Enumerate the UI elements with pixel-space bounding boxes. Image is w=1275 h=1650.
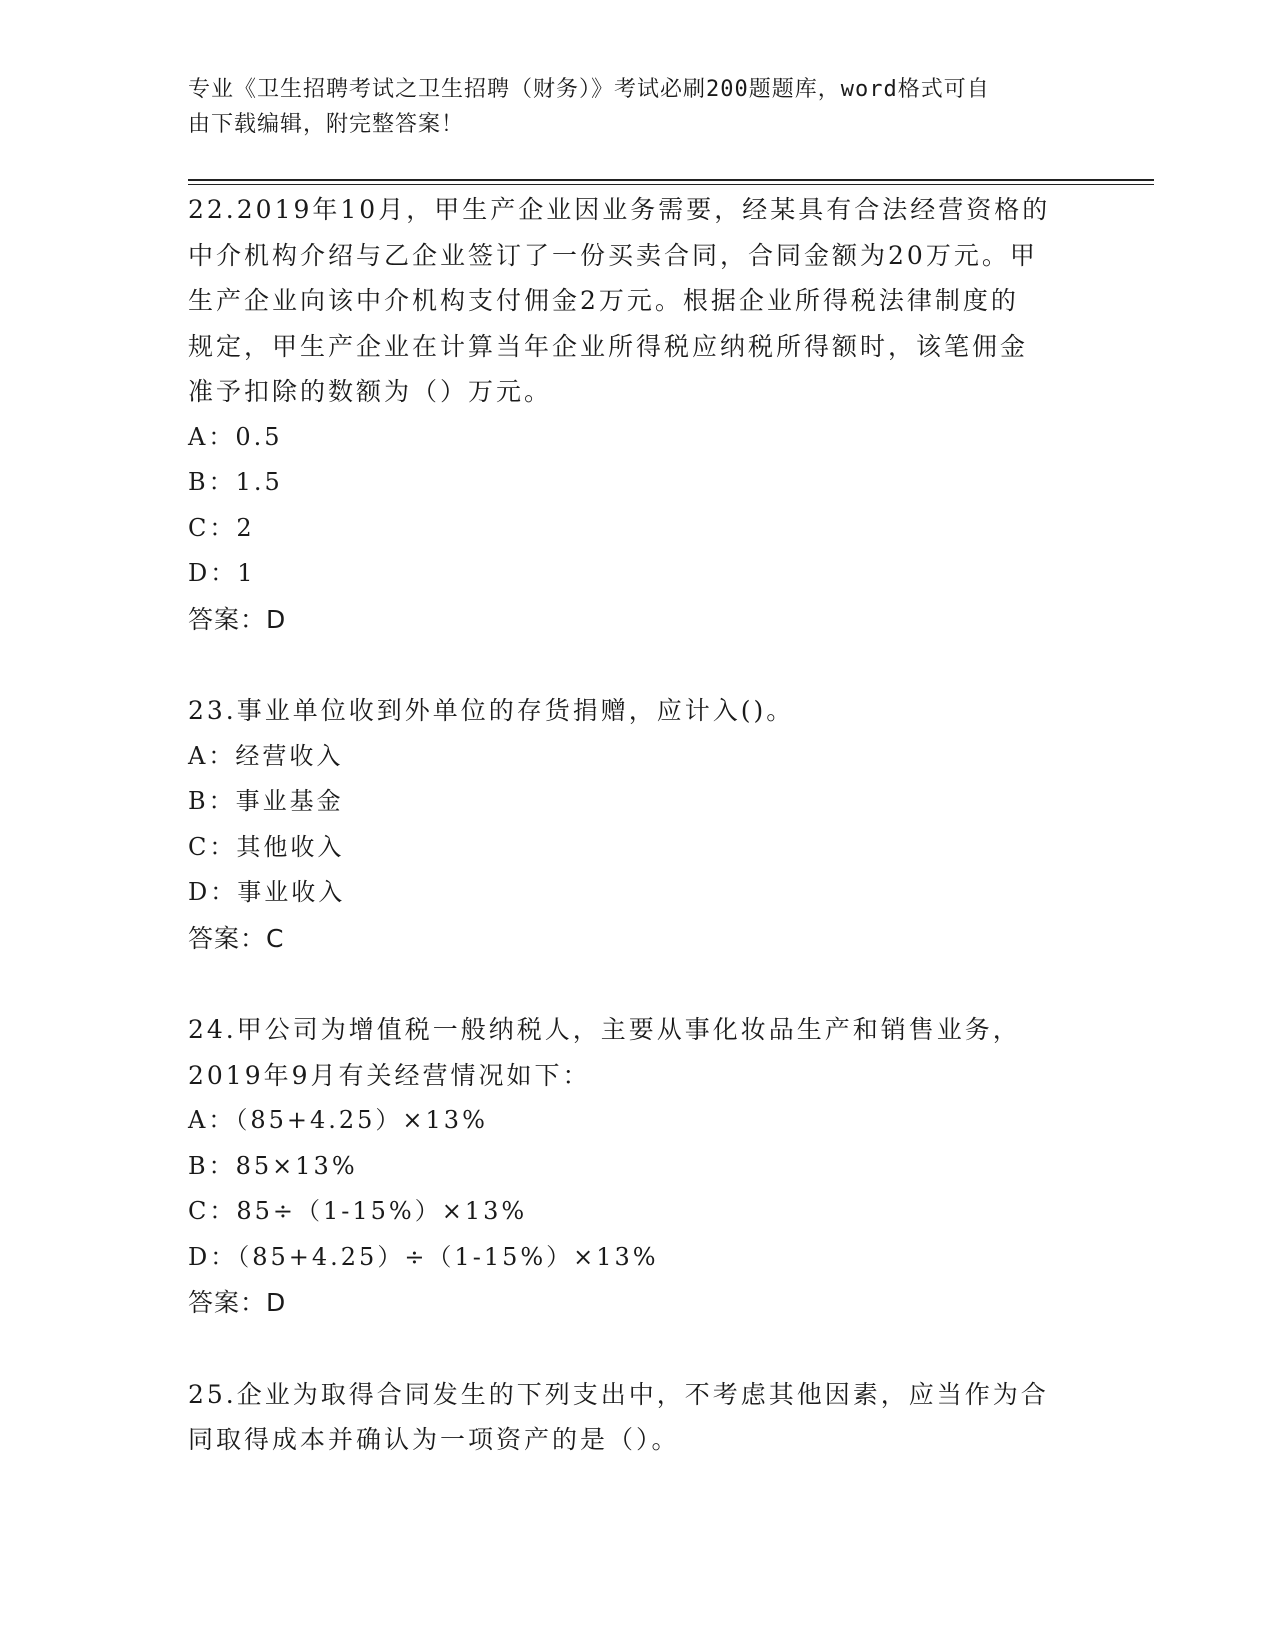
question-stem-line: 22.2019年10月，甲生产企业因业务需要，经某具有合法经营资格的	[188, 195, 1051, 224]
question-stem-line: 25.企业为取得合同发生的下列支出中，不考虑其他因素，应当作为合	[188, 1379, 1049, 1409]
question-stem-line: 23.事业单位收到外单位的存货捐赠，应计入()。	[188, 696, 795, 725]
question-25	[188, 1372, 1088, 1463]
option-a: A：0.5	[188, 422, 283, 451]
question-gap	[188, 961, 1088, 1007]
question-stem-line: 中介机构介绍与乙企业签订了一份买卖合同，合同金额为20万元。甲	[188, 240, 1038, 270]
option-a: A：经营收入	[188, 741, 344, 770]
option-d: D：1	[188, 559, 256, 587]
option-b: B：1.5	[188, 468, 283, 496]
option-b: B：事业基金	[188, 787, 344, 815]
option-c: C：85÷（1-15%）×13%	[188, 1197, 528, 1225]
answer-line: 答案：D	[188, 1288, 287, 1317]
option-d: D：（85+4.25）÷（1-15%）×13%	[188, 1242, 659, 1271]
option-a: A：（85+4.25）×13%	[188, 1106, 488, 1134]
question-stem-line: 2019年9月有关经营情况如下：	[188, 1060, 591, 1090]
question-24	[188, 1007, 1088, 1326]
question-gap	[188, 642, 1088, 688]
header-line-1: 专业《卫生招聘考试之卫生招聘（财务）》考试必刷200题题库，word格式可自	[188, 77, 990, 102]
header-divider-thick	[188, 179, 1154, 181]
question-list	[188, 187, 1088, 1463]
question-stem-line: 准予扣除的数额为（）万元。	[188, 377, 553, 406]
option-c: C：2	[188, 513, 255, 542]
question-stem-line: 24.甲公司为增值税一般纳税人，主要从事化妆品生产和销售业务，	[188, 1015, 1021, 1044]
option-b: B：85×13%	[188, 1151, 358, 1180]
option-c: C：其他收入	[188, 832, 345, 861]
option-d: D：事业收入	[188, 878, 346, 906]
question-stem-line: 规定，甲生产企业在计算当年企业所得税应纳税所得额时，该笔佣金	[188, 331, 1029, 361]
header-line-2: 由下载编辑，附完整答案！	[188, 112, 465, 137]
answer-line: 答案：D	[188, 604, 287, 634]
document-header	[188, 72, 1068, 142]
question-23	[188, 688, 1088, 961]
header-divider-thin	[188, 184, 1154, 185]
question-stem-line: 生产企业向该中介机构支付佣金2万元。根据企业所得税法律制度的	[188, 286, 1019, 315]
question-stem-line: 同取得成本并确认为一项资产的是（）。	[188, 1425, 680, 1454]
answer-line: 答案：C	[188, 923, 285, 953]
question-gap	[188, 1326, 1088, 1372]
question-22	[188, 187, 1088, 642]
